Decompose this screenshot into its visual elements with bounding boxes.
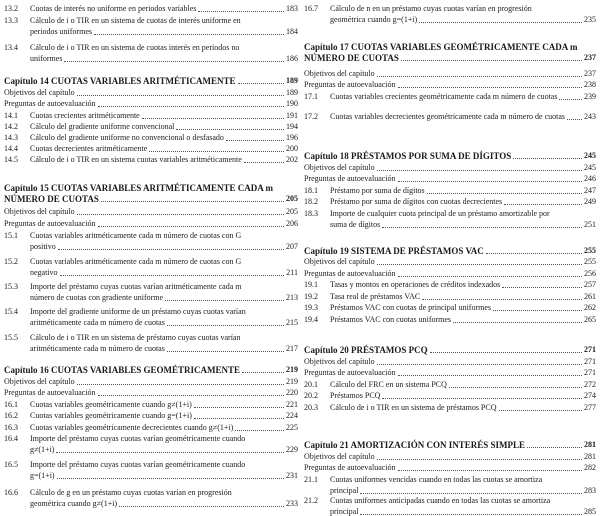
- section-number: 15.5: [4, 333, 18, 342]
- page-number: 221: [286, 400, 298, 409]
- page-number: 261: [584, 292, 596, 301]
- dot-leader: [398, 375, 582, 376]
- entry-title: Importe del préstamo cuyas cuotas varían geométricamente cuando: [30, 460, 246, 469]
- entry-title: Preguntas de autoevaluación: [304, 174, 396, 183]
- page-number: 255: [584, 246, 596, 255]
- page-number: 220: [286, 388, 298, 397]
- entry-title: g≠(1+i): [30, 445, 55, 454]
- entry-title: Objetivos del capítulo: [304, 257, 375, 266]
- page-number: 229: [286, 445, 298, 454]
- entry-title: Objetivos del capítulo: [4, 207, 75, 216]
- page-number: 249: [584, 197, 596, 206]
- entry-title: Preguntas de autoevaluación: [304, 269, 396, 278]
- dot-leader: [493, 310, 582, 311]
- dot-leader: [242, 372, 284, 373]
- dot-leader: [377, 264, 582, 265]
- dot-leader: [198, 11, 284, 12]
- section-number: 20.3: [304, 403, 318, 412]
- page-number: 277: [584, 403, 596, 412]
- dot-leader: [235, 430, 284, 431]
- entry-title: Cálculo del FRC en un sistema PCQ: [330, 380, 447, 389]
- dot-leader: [98, 106, 284, 107]
- page-number: 237: [584, 53, 596, 62]
- page-number: 265: [584, 315, 596, 324]
- dot-leader: [453, 322, 582, 323]
- dot-leader: [527, 447, 582, 448]
- entry-title: Preguntas de autoevaluación: [4, 99, 96, 108]
- entry-title: Cuotas variables crecientes geométricamente cada m número de cuotas: [330, 92, 558, 101]
- page-number: 281: [584, 440, 596, 449]
- dot-leader: [194, 418, 284, 419]
- chapter-title: NÚMERO DE CUOTAS: [4, 194, 99, 204]
- entry-title: geométrica cuando g≠(1+i): [30, 499, 118, 508]
- entry-title: Cuotas crecientes aritméticamente: [30, 111, 140, 120]
- entry-title: principal: [330, 507, 359, 516]
- dot-leader: [167, 325, 284, 326]
- section-number: 21.1: [304, 475, 318, 484]
- entry-title: Cuotas variables aritméticamente cada m número de cuotas con G: [30, 257, 242, 266]
- entry-title: Cálculo de i o TIR en un sistema de préstamo cuyas cuotas varían: [30, 333, 241, 342]
- entry-title: Tasa real de préstamos VAC: [330, 292, 421, 301]
- entry-title: Cálculo del gradiente uniforme no convencional o desfasado: [30, 133, 224, 142]
- page-number: 237: [584, 69, 596, 78]
- dot-leader: [57, 478, 284, 479]
- page-number: 196: [286, 133, 298, 142]
- section-number: 14.1: [4, 111, 18, 120]
- entry-title: uniformes: [30, 54, 63, 63]
- entry-title: positivo: [30, 242, 56, 251]
- entry-title: Preguntas de autoevaluación: [304, 368, 396, 377]
- section-number: 13.3: [4, 16, 18, 25]
- entry-title: Cálculo de i o TIR en un sistema de cuotas de interés uniforme en: [30, 16, 241, 25]
- entry-title: Cuotas de interés no uniforme en periodos variables: [30, 4, 197, 13]
- dot-leader: [56, 452, 284, 453]
- dot-leader: [382, 227, 582, 228]
- entry-title: Cuotas variables geométricamente cuando g≠(1+i): [30, 400, 192, 409]
- section-number: 13.4: [4, 43, 18, 52]
- page-number: 247: [584, 186, 596, 195]
- chapter-title: Capítulo 16 CUOTAS VARIABLES GEOMÉTRICAMENTE: [4, 365, 241, 375]
- dot-leader: [101, 201, 284, 202]
- entry-title: Preguntas de autoevaluación: [304, 80, 396, 89]
- dot-leader: [244, 162, 284, 163]
- dot-leader: [502, 287, 582, 288]
- entry-title: Cálculo del gradiente uniforme convencional: [30, 122, 175, 131]
- entry-title: Objetivos del capítulo: [304, 163, 375, 172]
- page-number: 245: [584, 163, 596, 172]
- entry-title: Cuotas uniformes vencidas cuando en todas las cuotas se amortiza: [330, 475, 543, 484]
- entry-title: Préstamo por suma de dígitos con cuotas decrecientes: [330, 197, 503, 206]
- dot-leader: [559, 99, 582, 100]
- entry-title: geométrica cuando g=(1+i): [330, 15, 418, 24]
- section-number: 16.6: [4, 488, 18, 497]
- page-number: 251: [584, 220, 596, 229]
- entry-title: Importe del gradiente uniforme de un préstamo cuyas cuotas varían: [30, 307, 246, 316]
- page-number: 238: [584, 80, 596, 89]
- dot-leader: [377, 364, 582, 365]
- page-number: 231: [286, 471, 298, 480]
- page-number: 285: [584, 507, 596, 516]
- dot-leader: [504, 204, 582, 205]
- entry-title: Cuotas variables geométricamente decrecientes cuando g≠(1+i): [30, 423, 234, 432]
- dot-leader: [427, 193, 582, 194]
- section-number: 15.3: [4, 282, 18, 291]
- page-number: 207: [286, 242, 298, 251]
- page-number: 246: [584, 174, 596, 183]
- entry-title: Importe del préstamo cuyas cuotas varían aritméticamente cada m: [30, 282, 242, 291]
- dot-leader: [60, 275, 284, 276]
- chapter-title: Capítulo 17 CUOTAS VARIABLES GEOMÉTRICAMENTE CADA m: [304, 42, 578, 52]
- chapter-title: Capítulo 21 AMORTIZACIÓN CON INTERÉS SIMPLE: [304, 440, 525, 450]
- page-number: 219: [286, 377, 298, 386]
- entry-title: Objetivos del capítulo: [304, 357, 375, 366]
- entry-title: Cálculo de i o TIR en un sistema de préstamos PCQ: [330, 403, 497, 412]
- page-number: 217: [286, 344, 298, 353]
- entry-title: Objetivos del capítulo: [4, 88, 75, 97]
- page-number: 202: [286, 155, 298, 164]
- dot-leader: [98, 226, 284, 227]
- section-number: 19.3: [304, 303, 318, 312]
- page-number: 245: [584, 151, 596, 160]
- section-number: 18.1: [304, 186, 318, 195]
- dot-leader: [77, 214, 284, 215]
- entry-title: Cálculo de i o TIR en un sistema de cuotas interés en periodos no: [30, 43, 240, 52]
- entry-title: Cálculo de g en un préstamo cuyas cuotas varían en progresión: [30, 488, 232, 497]
- section-number: 14.2: [4, 122, 18, 131]
- section-number: 16.7: [304, 4, 318, 13]
- section-number: 16.3: [4, 423, 18, 432]
- entry-title: Cuotas uniformes anticipadas cuando en todas las cuotas se amortiza: [330, 496, 551, 505]
- section-number: 20.2: [304, 391, 318, 400]
- dot-leader: [142, 118, 284, 119]
- entry-title: Tasas y montos en operaciones de créditos indexados: [330, 280, 501, 289]
- dot-leader: [377, 76, 582, 77]
- dot-leader: [149, 151, 284, 152]
- page-number: 200: [286, 144, 298, 153]
- dot-leader: [77, 95, 284, 96]
- dot-leader: [499, 410, 582, 411]
- entry-title: Preguntas de autoevaluación: [304, 463, 396, 472]
- page-number: 235: [584, 15, 596, 24]
- page-number: 189: [286, 88, 298, 97]
- section-number: 20.1: [304, 380, 318, 389]
- entry-title: Cálculo de n en un préstamo cuyas cuotas varían en progresión: [330, 4, 532, 13]
- entry-title: Cuotas variables geométricamente cuando g=(1+i): [30, 411, 192, 420]
- dot-leader: [377, 170, 582, 171]
- entry-title: Preguntas de autoevaluación: [4, 388, 96, 397]
- dot-leader: [226, 140, 284, 141]
- dot-leader: [382, 398, 582, 399]
- section-number: 15.1: [4, 231, 18, 240]
- section-number: 16.5: [4, 460, 18, 469]
- dot-leader: [377, 459, 582, 460]
- page-number: 224: [286, 411, 298, 420]
- dot-leader: [176, 129, 284, 130]
- section-number: 17.1: [304, 92, 318, 101]
- chapter-title: NÚMERO DE CUOTAS: [304, 53, 399, 63]
- page-number: 271: [584, 345, 596, 354]
- section-number: 19.4: [304, 315, 318, 324]
- page-number: 257: [584, 280, 596, 289]
- chapter-title: Capítulo 20 PRÉSTAMOS PCQ: [304, 345, 428, 355]
- dot-leader: [513, 158, 582, 159]
- dot-leader: [194, 407, 284, 408]
- page-number: 256: [584, 269, 596, 278]
- entry-title: aritméticamente cada m número de cuotas: [30, 318, 165, 327]
- page-number: 215: [286, 318, 298, 327]
- chapter-title: Capítulo 14 CUOTAS VARIABLES ARITMÉTICAMENTE: [4, 76, 236, 86]
- dot-leader: [449, 387, 582, 388]
- dot-leader: [167, 351, 284, 352]
- section-number: 14.3: [4, 133, 18, 142]
- dot-leader: [94, 34, 284, 35]
- page-number: 213: [286, 293, 298, 302]
- page-number: 206: [286, 219, 298, 228]
- dot-leader: [398, 276, 582, 277]
- entry-title: suma de dígitos: [330, 220, 381, 229]
- page-number: 184: [286, 27, 298, 36]
- entry-title: Préstamos VAC con cuotas de principal uniformes: [330, 303, 492, 312]
- section-number: 16.4: [4, 434, 18, 443]
- dot-leader: [238, 83, 284, 84]
- entry-title: negativo: [30, 268, 58, 277]
- page-number: 243: [584, 112, 596, 121]
- page-number: 283: [584, 486, 596, 495]
- page-number: 190: [286, 99, 298, 108]
- entry-title: Préstamo por suma de dígitos: [330, 186, 425, 195]
- chapter-title: Capítulo 18 PRÉSTAMOS POR SUMA DE DÍGITOS: [304, 151, 512, 161]
- entry-title: Préstamos PCQ: [330, 391, 381, 400]
- dot-leader: [419, 22, 582, 23]
- entry-title: g=(1+i): [30, 471, 55, 480]
- dot-leader: [398, 181, 582, 182]
- page-number: 183: [286, 4, 298, 13]
- entry-title: principal: [330, 486, 359, 495]
- entry-title: número de cuotas con gradiente uniforme: [30, 293, 164, 302]
- page-number: 262: [584, 303, 596, 312]
- entry-title: Cuotas decrecientes aritméticamente: [30, 144, 148, 153]
- dot-leader: [401, 60, 582, 61]
- dot-leader: [398, 87, 582, 88]
- page-number: 191: [286, 111, 298, 120]
- dot-leader: [486, 253, 582, 254]
- page-number: 282: [584, 463, 596, 472]
- page-number: 189: [286, 76, 298, 85]
- section-number: 16.2: [4, 411, 18, 420]
- section-number: 18.3: [304, 209, 318, 218]
- section-number: 16.1: [4, 400, 18, 409]
- page-number: 205: [286, 194, 298, 203]
- dot-leader: [430, 352, 582, 353]
- page-number: 272: [584, 380, 596, 389]
- section-number: 14.5: [4, 155, 18, 164]
- page-number: 281: [584, 452, 596, 461]
- page-number: 233: [286, 499, 298, 508]
- page-number: 255: [584, 257, 596, 266]
- section-number: 15.2: [4, 257, 18, 266]
- page-number: 219: [286, 365, 298, 374]
- dot-leader: [422, 299, 582, 300]
- page-number: 194: [286, 122, 298, 131]
- section-number: 14.4: [4, 144, 18, 153]
- page-number: 271: [584, 368, 596, 377]
- page-number: 211: [286, 268, 298, 277]
- page-number: 225: [286, 423, 298, 432]
- page-number: 186: [286, 54, 298, 63]
- dot-leader: [360, 493, 582, 494]
- section-number: 18.2: [304, 197, 318, 206]
- section-number: 17.2: [304, 112, 318, 121]
- entry-title: aritméticamente cada m número de cuotas: [30, 344, 165, 353]
- entry-title: Objetivos del capítulo: [304, 69, 375, 78]
- dot-leader: [58, 249, 284, 250]
- entry-title: Objetivos del capítulo: [304, 452, 375, 461]
- entry-title: periodos uniformes: [30, 27, 92, 36]
- dot-leader: [98, 395, 284, 396]
- entry-title: Objetivos del capítulo: [4, 377, 75, 386]
- section-number: 21.2: [304, 496, 318, 505]
- chapter-title: Capítulo 15 CUOTAS VARIABLES ARITMÉTICAMENTE CADA m: [4, 183, 274, 193]
- dot-leader: [165, 300, 284, 301]
- dot-leader: [119, 506, 284, 507]
- page-number: 274: [584, 391, 596, 400]
- section-number: 19.2: [304, 292, 318, 301]
- entry-title: Préstamos VAC con cuotas uniformes: [330, 315, 452, 324]
- chapter-title: Capítulo 19 SISTEMA DE PRÉSTAMOS VAC: [304, 246, 484, 256]
- section-number: 19.1: [304, 280, 318, 289]
- dot-leader: [360, 514, 582, 515]
- entry-title: Importe del préstamo cuyas cuotas varían geométricamente cuando: [30, 434, 246, 443]
- dot-leader: [567, 119, 582, 120]
- dot-leader: [77, 384, 284, 385]
- dot-leader: [398, 470, 582, 471]
- page-number: 239: [584, 92, 596, 101]
- section-number: 13.2: [4, 4, 18, 13]
- entry-title: Preguntas de autoevaluación: [4, 219, 96, 228]
- page-number: 205: [286, 207, 298, 216]
- dot-leader: [64, 61, 284, 62]
- entry-title: Importe de cualquier cuota principal de un préstamo amortizable por: [330, 209, 550, 218]
- section-number: 15.4: [4, 307, 18, 316]
- entry-title: Cuotas variables aritméticamente cada m número de cuotas con G: [30, 231, 242, 240]
- entry-title: Cálculo de i o TIR en un sistema cuotas variables aritméticamente: [30, 155, 242, 164]
- page-number: 271: [584, 357, 596, 366]
- entry-title: Cuotas variables decrecientes geométricamente cada m número de cuotas: [330, 112, 566, 121]
